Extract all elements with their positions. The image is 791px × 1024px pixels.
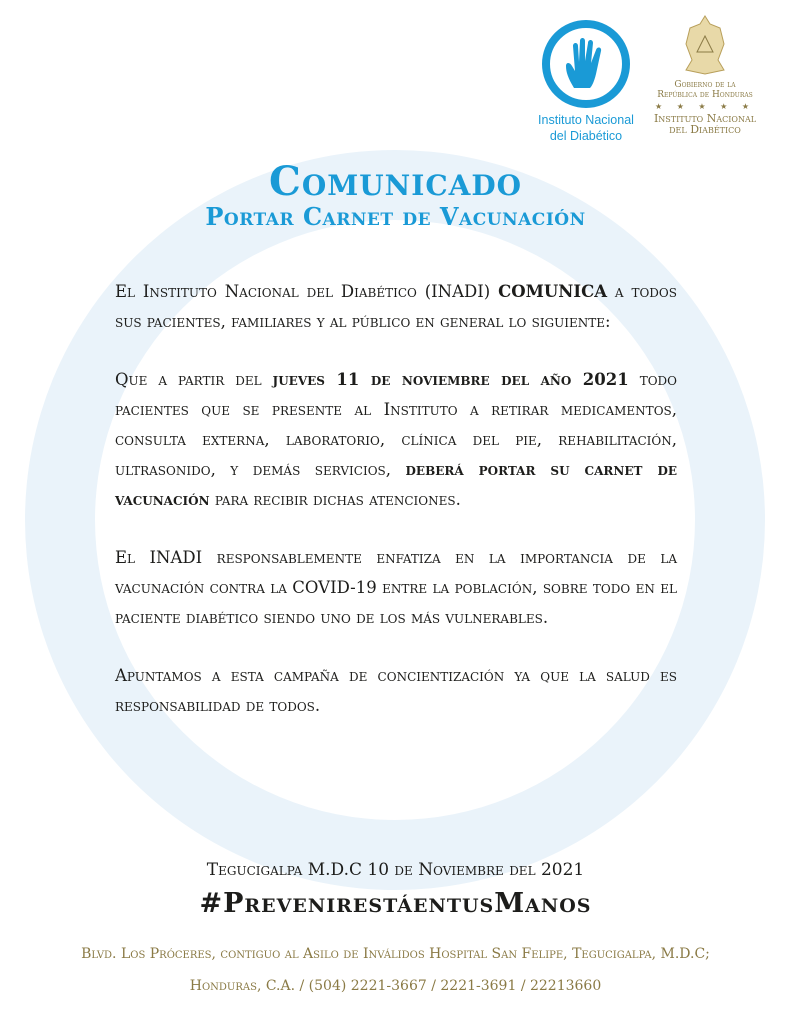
stars-icon: ★ ★ ★ ★ ★ — [654, 102, 756, 111]
emphasis-text: jueves 11 de noviembre del año 2021 — [272, 370, 629, 389]
address-line: Honduras, C.A. / (504) 2221-3667 / 2221-3691 / 22213660 — [189, 978, 602, 994]
paragraph-text: El INADI responsablemente enfatiza en la importancia de la vacunación contra la COVID-19 entre la población, sobre todo en el paciente diabético siendo uno de los más vulnerables. — [115, 548, 677, 627]
emphasis-text: COMUNICA — [498, 282, 608, 301]
logo-text-line: del Diabético — [549, 129, 623, 143]
logo-text-line: del Diabético — [669, 123, 741, 136]
inadi-logo-text — [528, 112, 644, 144]
date-line: Tegucigalpa M.D.C 10 de Noviembre del 2021 — [206, 860, 585, 880]
logo-text-line: Instituto Nacional — [653, 112, 757, 125]
paragraph-text: Que a partir del — [115, 370, 273, 389]
logo-text-line: República de Honduras — [657, 90, 753, 100]
paragraph — [115, 365, 677, 515]
gobierno-logo — [650, 14, 760, 135]
paragraph-text: El Instituto Nacional del Diabético (INADI) — [115, 282, 499, 301]
coat-of-arms-icon — [680, 14, 730, 76]
paragraph-text: a todos sus pacientes, familiares y al público en general lo siguiente: — [115, 282, 677, 331]
hashtag: #PrevenirestáentusManos — [199, 888, 592, 919]
logo-text-line: Gobierno de la — [674, 80, 736, 90]
paragraph — [115, 661, 677, 721]
hand-icon — [542, 20, 630, 108]
page-subtitle: Portar Carnet de Vacunación — [205, 202, 586, 231]
address-footer — [0, 938, 791, 1002]
communique-body — [115, 277, 677, 749]
address-line: Blvd. Los Próceres, contiguo al Asilo de Inválidos Hospital San Felipe, Tegucigalpa, M.D.C; — [81, 946, 710, 962]
paragraph — [115, 277, 677, 337]
emphasis-text: deberá portar su carnet de vacunación — [115, 460, 677, 509]
page-title: Comunicado — [268, 158, 522, 205]
paragraph-text: todo pacientes que se presente al Instituto a retirar medicamentos, consulta externa, laboratorio, clínica del pie, rehabilitación, ultrasonido, y demás servicios, — [115, 370, 678, 479]
paragraph-text: para recibir dichas atenciones. — [209, 490, 461, 509]
logo-text-line: Instituto Nacional — [538, 113, 634, 127]
paragraph — [115, 543, 677, 633]
paragraph-text: Apuntamos a esta campaña de concientización ya que la salud es responsabilidad de todos. — [115, 666, 677, 715]
inadi-logo — [528, 14, 644, 144]
